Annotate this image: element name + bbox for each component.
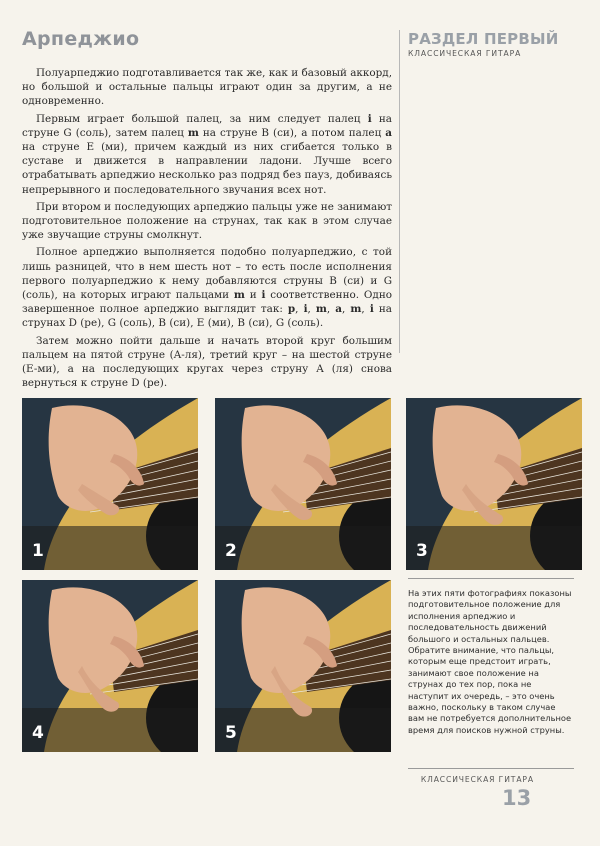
paragraph-3: При втором и последующих арпеджио пальцы уже не занимают подготовительное положение на струнах, так как в этом случае уже звучащие струны смолкнут.: [22, 200, 392, 242]
guitar-photo: [406, 398, 582, 570]
player-shadow: [22, 708, 198, 752]
guitar-photo: [22, 580, 198, 752]
caption-divider: [408, 578, 574, 579]
footer-divider: [408, 768, 574, 769]
photo-number: 1: [32, 541, 44, 561]
paragraph-1: Полуарпеджио подготавливается так же, как и базовый аккорд, но большой и остальные пальцы играют один за другим, а не одновременно.: [22, 67, 392, 108]
photo-number: 2: [225, 541, 237, 561]
photo-number: 3: [416, 541, 428, 561]
column-divider: [399, 30, 400, 353]
photo-3: [406, 398, 582, 570]
photo-number: 5: [225, 723, 237, 743]
body-text: [22, 66, 392, 393]
player-shadow: [406, 526, 582, 570]
photo-2: [215, 398, 391, 570]
paragraph-4: Полное арпеджио выполняется подобно полуарпеджио, с той лишь разницей, что в нем шесть нот – то есть после исполнения первого полуарпеджио к нему добавляются струны B (си) и G (соль), на которых играют пальцами m и i соответственно. Одно завершенное полное арпеджио выглядит так: p, i, m, a, m, i на струнах D (ре), G (соль), B (си), E (ми), B (си), G (соль).: [22, 246, 392, 330]
section-subtitle: КЛАССИЧЕСКАЯ ГИТАРА: [408, 49, 522, 58]
player-shadow: [22, 526, 198, 570]
photo-number: 4: [32, 723, 44, 743]
footer-label: КЛАССИЧЕСКАЯ ГИТАРА: [420, 775, 534, 784]
paragraph-2: Первым играет большой палец, за ним следует палец i на струне G (соль), затем палец m на струне B (си), а потом палец a на струне E (ми), причем каждый из них сгибается только в суставе и движется в направлении ладони. Лучше всего отрабатывать арпеджио несколько раз подряд без пауз, добиваясь непрерывного и последовательного звучания всех нот.: [22, 112, 392, 196]
section-title: РАЗДЕЛ ПЕРВЫЙ: [408, 30, 559, 48]
guitar-photo: [215, 580, 391, 752]
paragraph-5: Затем можно пойти дальше и начать второй круг большим пальцем на пятой струне (A-ля), третий круг – на шестой струне (E-ми), а на последующих кругах через струну A (ля) снова вернуться к струне D (ре).: [22, 334, 392, 390]
section-header: [408, 30, 558, 58]
photo-4: [22, 580, 198, 752]
page-number: 13: [502, 786, 532, 810]
page-heading: Арпеджио: [22, 28, 140, 50]
photo-caption: На этих пяти фотографиях показоны подготовительное положение для исполнения арпеджио и последовательность движений большого и остальных пальцев. Обратите внимание, что пальцы, которым еще предстоит играть, занимают свое положение на струнах до тех пор, пока не наступит их очередь, – это очень важно, поскольку в таком случае вам не потребуется дополнительное время для поисков нужной струны.: [408, 588, 572, 735]
player-shadow: [215, 526, 391, 570]
photo-5: [215, 580, 391, 752]
guitar-photo: [215, 398, 391, 570]
guitar-photo: [22, 398, 198, 570]
photo-1: [22, 398, 198, 570]
